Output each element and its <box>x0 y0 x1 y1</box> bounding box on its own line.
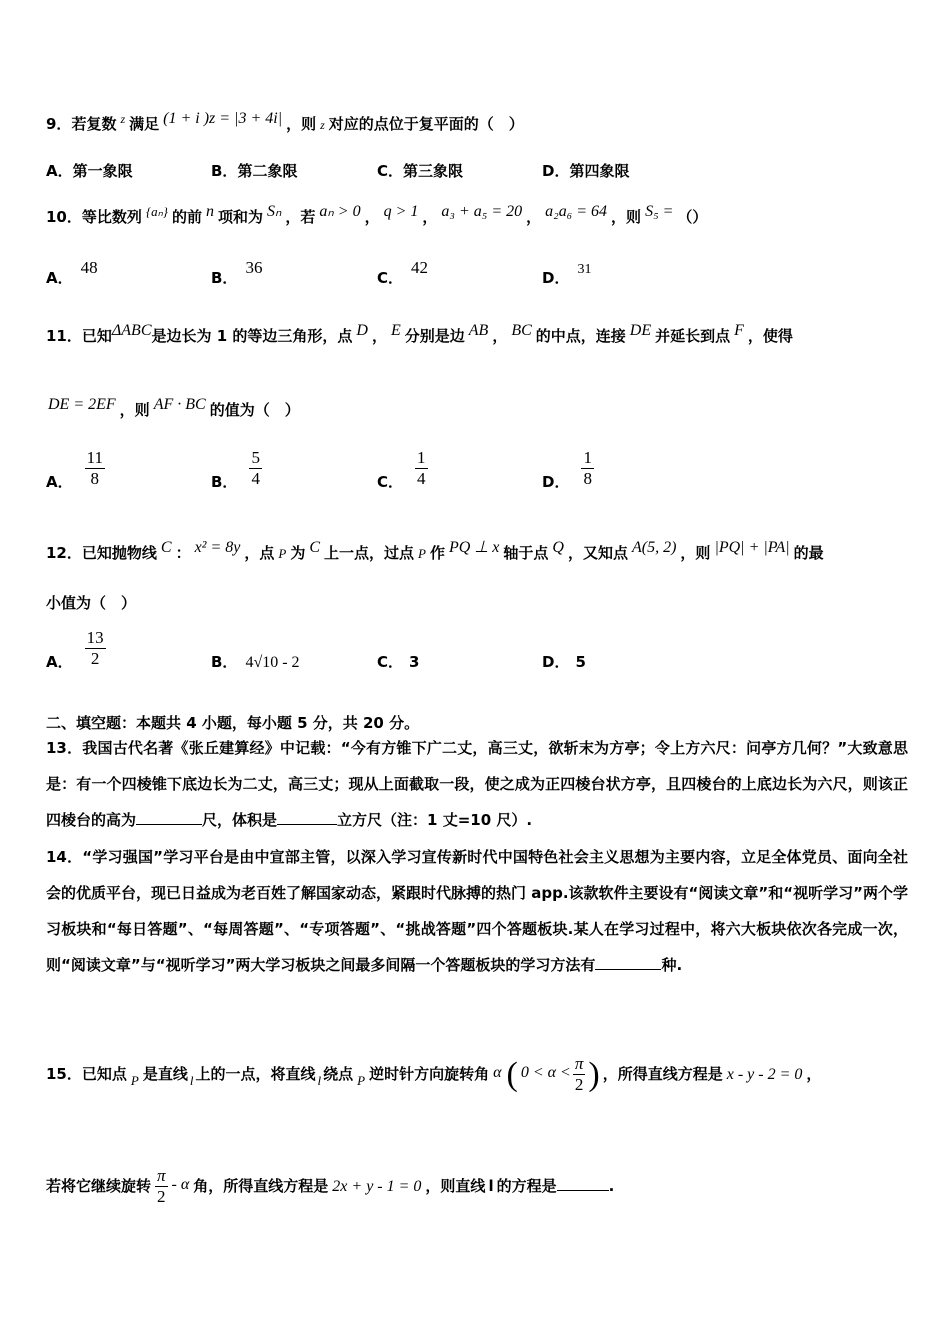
option-b: B．第二象限 <box>211 162 298 180</box>
option-c: C． $\frac{1}{4}$ <box>377 448 426 491</box>
question-9: 9．若复数 $^z$ 满足 (1 + i )z = |3 + 4i| ，则 z 对应的点位于复平面的（ ） <box>46 110 524 133</box>
option-c: C．第三象限 <box>377 162 464 180</box>
question-11: 11．已知ΔABC是边长为 1 的等边三角形，点 D ， E 分别是边 AB ， BC 的中点，连接 DE 并延长到点 F ，使得 <box>46 322 793 345</box>
question-14: 14．“学习强国”学习平台是由中宣部主管，以深入学习宣传新时代中国特色社会主义思想为主要内容，立足全体党员、面向全社会的优质平台，现已日益成为老百姓了解国家动态，紧跟时代脉搏的热门 app.该款软件主要设有“阅读文章”和“视听学习”两个学习板块和“每日答题”、“每周答题”、“专项答题”、“挑战答题”四个答题板块.某人在学习过程中，将六大板块依次各完成一次，则“阅读文章”与“视听学习”两大学习板块之间最多间隔一个答题板块的学习方法有 种. <box>46 848 908 974</box>
option-d: D． $\frac{1}{8}$ <box>542 448 592 491</box>
option-b: B． $\frac{5}{4}$ <box>211 448 260 491</box>
question-10: 10．等比数列 {aₙ} 的前 n 项和为 Sₙ ，若 aₙ > 0 ， q > 1 ， a₃ + a₅ = 20 ， a₂a₆ = 64 ，则 S₅ = （） <box>46 203 708 226</box>
section-title: 二、填空题：本题共 4 小题，每小题 5 分，共 20 分。 <box>46 714 420 732</box>
option-a: A．第一象限 <box>46 162 133 180</box>
answer-blank[interactable] <box>136 808 202 825</box>
question-number: 9． <box>46 115 72 133</box>
math-expression: (1 + i )z = |3 + 4i| <box>163 110 283 127</box>
answer-blank[interactable] <box>595 953 661 970</box>
option-c: C． 3 <box>377 653 420 671</box>
option-b: B．36 <box>211 258 263 287</box>
option-d: D． 31 <box>542 262 592 287</box>
question-number: 12． <box>46 544 82 562</box>
question-15: 15．已知点 P 是直线 l 上的一点，将直线 l 绕点 P 逆时针方向旋转角 α ( 0 < α < $\frac{\pi}{2}$ ) ，所得直线方程是 x - y - 2 = 0 ， <box>46 1054 822 1094</box>
question-number: 10． <box>46 208 82 226</box>
option-a: A． $\frac{13}{2}$ <box>46 628 104 671</box>
option-d: D．第四象限 <box>542 162 630 180</box>
option-a: A．48 <box>46 258 98 287</box>
question-12: 12．已知抛物线 C ： x² = 8y ，点 P 为 C 上一点，过点 P 作 PQ ⊥ x 轴于点 Q ，又知点 A(5, 2) ，则 |PQ| + |PA| 的最 <box>46 539 824 562</box>
question-12-cont: 小值为（ ） <box>46 594 137 612</box>
option-b: B． 4√10 - 2 <box>211 653 300 671</box>
question-15-cont: 若将它继续旋转 $\frac{\pi}{2}$ - α 角，所得直线方程是 2x + y - 1 = 0 ，则直线 l 的方程是 . <box>46 1166 615 1206</box>
question-11-cont: DE = 2EF ，则 AF · BC 的值为（ ） <box>48 396 300 419</box>
option-c: C．42 <box>377 258 429 287</box>
question-13: 13．我国古代名著《张丘建算经》中记载：“今有方锥下广二丈，高三丈，欲斩末为方亭；令上方六尺：问亭方几何？”大致意思是：有一个四棱锥下底边长为二丈，高三丈；现从上面截取一段，使之成为正四棱台状方亭，且四棱台的上底边长为六尺，则该正四棱台的高为 尺，体积是 立方尺（注：1 丈=10 尺）. <box>46 739 908 829</box>
option-d: D． 5 <box>542 653 586 671</box>
answer-blank[interactable] <box>277 808 337 825</box>
option-a: A． $\frac{11}{8}$ <box>46 448 103 491</box>
answer-blank[interactable] <box>557 1174 609 1191</box>
question-number: 15． <box>46 1065 82 1083</box>
question-number: 11． <box>46 327 82 345</box>
